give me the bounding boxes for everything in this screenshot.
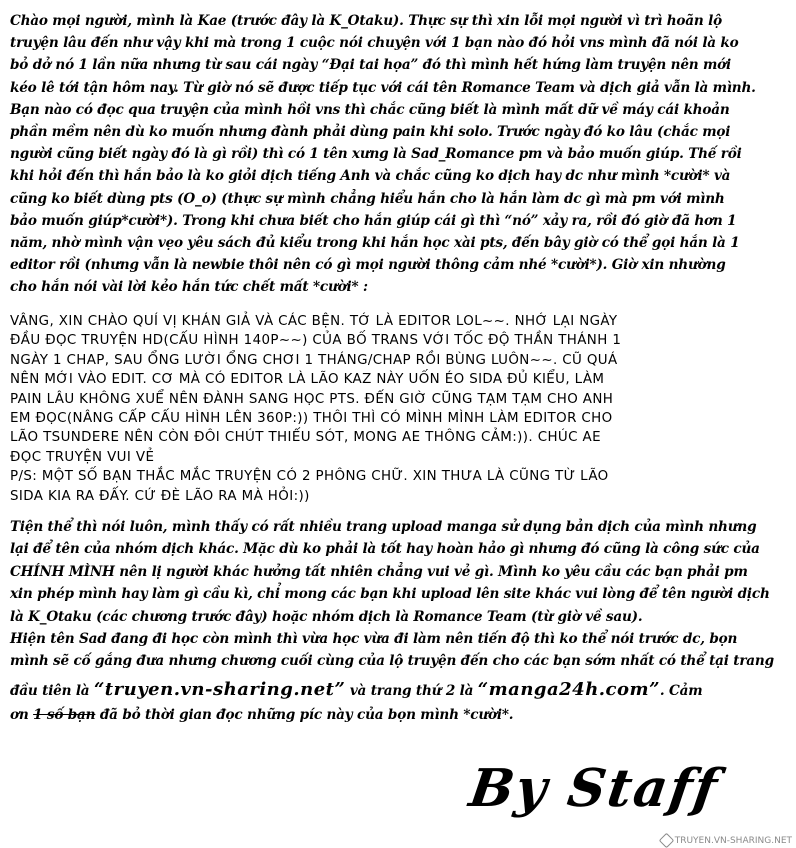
thanks-line — [10, 704, 786, 726]
text-line: CHÍNH MÌNH nên lị người khác hưởng tất nhiên chẳng vui vẻ gì. Mình ko yêu cầu các bạn phải pm — [10, 563, 748, 580]
struck-text: 1 số bạn — [33, 707, 96, 724]
site-line-middle: và trang thứ 2 là — [345, 682, 478, 699]
text-line: bảo muốn giúp*cười*). Trong khi chưa biết cho hắn giúp cái gì thì “nó” xảy ra, rồi đó giờ đã hơn 1 — [10, 212, 737, 229]
site-link-manga24h: “manga24h.com” — [477, 678, 660, 700]
text-line: editor rồi (nhưng vẫn là newbie thôi nên có gì mọi người thông cảm nhé *cười*). Giờ xin nhường — [10, 257, 726, 274]
site-line-before: đầu tiên là — [10, 682, 94, 699]
text-line: kéo lê tới tận hôm nay. Từ giờ nó sẽ được tiếp tục với cái tên Romance Team và dịch giả vẫn là mình. — [10, 79, 756, 96]
signature: By Staff — [465, 758, 723, 819]
text-line: ĐẦU ĐỌC TRUYỆN HD(CẤU HÌNH 140P~~) CỦA BỐ TRANS VỚI TỐC ĐỘ THẦN THÁNH 1 — [10, 333, 622, 349]
closing-paragraph — [10, 516, 786, 727]
watermark — [661, 835, 792, 846]
text-line: VÂNG, XIN CHÀO QUÍ VỊ KHÁN GIẢ VÀ CÁC BỆN. TỚ LÀ EDITOR LOL~~. NHỚ LẠI NGÀY — [10, 314, 618, 329]
text-line: cũng ko biết dùng pts (O_o) (thực sự mình chẳng hiểu hắn cho là hắn làm dc gì mà pm với mình — [10, 190, 725, 207]
text-line: truyện lâu đến như vậy khi mà trong 1 cuộc nói chuyện với 1 bạn nào đó hỏi vns mình đã nói là ko — [10, 35, 739, 52]
watermark-text: TRUYEN.VN-SHARING.NET — [674, 835, 792, 846]
site-link-truyen: “truyen.vn-sharing.net” — [93, 678, 346, 700]
text-line: Chào mọi người, mình là Kae (trước đây là K_Otaku). Thực sự thì xin lỗi mọi người vì trì hoãn lộ — [10, 13, 722, 29]
text-line: phần mềm nên dù ko muốn nhưng đành phải dùng pain khi solo. Trước ngày đó ko lâu (chắc mọi — [10, 124, 731, 141]
watermark-logo-icon — [658, 833, 674, 848]
site-line — [10, 679, 786, 702]
text-line: mình sẽ cố gắng đưa nhưng chương cuối cùng của lộ truyện đến cho các bạn sớm nhất có thể tại trang — [10, 653, 774, 670]
text-line: ĐỌC TRUYỆN VUI VẺ — [10, 449, 155, 465]
text-line: lại để tên của nhóm dịch khác. Mặc dù ko phải là tốt hay hoàn hảo gì nhưng đó cũng là công sức của — [10, 541, 760, 558]
text-line: LÃO TSUNDERE NÊN CÒN ĐÔI CHÚT THIẾU SÓT, MONG AE THÔNG CẢM:)). CHÚC AE — [10, 430, 601, 446]
text-line: PAIN LÂU KHÔNG XUỂ NÊN ĐÀNH SANG HỌC PTS. ĐẾN GIỜ CŨNG TẠM TẠM CHO ANH — [10, 391, 614, 407]
intro-paragraph — [10, 10, 786, 299]
text-line: cho hắn nói vài lời kẻo hắn tức chết mất *cười* : — [10, 279, 368, 296]
text-line: Hiện tên Sad đang đi học còn mình thì vừa học vừa đi làm nên tiến độ thì ko thể nói trước dc, bọn — [10, 631, 738, 648]
text-line: là K_Otaku (các chương trước đây) hoặc nhóm dịch là Romance Team (từ giờ về sau). — [10, 608, 643, 625]
thanks-before: ơn — [10, 707, 34, 724]
text-line: xin phép mình hay làm gì cầu kì, chỉ mong các bạn khi upload lên site khác vui lòng để tên người dịch — [10, 586, 770, 603]
site-line-after: . Cảm — [659, 682, 703, 699]
editor-message — [10, 312, 786, 506]
text-line: Bạn nào có đọc qua truyện của mình hồi vns thì chắc cũng biết là mình mất dữ về máy cái khoản — [10, 101, 730, 118]
text-line: SIDA KIA RA ĐẤY. CỨ ĐÈ LÃO RA MÀ HỎI:)) — [10, 488, 310, 504]
text-line: người cũng biết ngày đó là gì rồi) thì có 1 tên xưng là Sad_Romance pm và bảo muốn giúp. Thế rồi — [10, 146, 742, 163]
text-line: khi hỏi đến thì hắn bảo là ko giỏi dịch tiếng Anh và chắc cũng ko dịch hay dc như mình *cười* và — [10, 168, 731, 185]
text-line: Tiện thể thì nói luôn, mình thấy có rất nhiều trang upload manga sử dụng bản dịch của mình nhưng — [10, 519, 757, 535]
text-line: năm, nhờ mình vận vẹo yêu sách đủ kiểu trong khi hắn học xài pts, đến bây giờ có thể gọi hắn là 1 — [10, 235, 740, 252]
text-line: bỏ dở nó 1 lần nữa nhưng từ sau cái ngày “Đại tai họa” đó thì mình hết hứng làm truyện nên mới — [10, 57, 732, 74]
text-line: NÊN MỚI VÀO EDIT. CƠ MÀ CÓ EDITOR LÀ LÃO KAZ NÀY UỐN ÉO SIDA ĐỦ KIỂU, LÀM — [10, 372, 605, 388]
text-line: P/S: MỘT SỐ BẠN THẮC MẮC TRUYỆN CÓ 2 PHÔNG CHỮ. XIN THƯA LÀ CŨNG TỪ LÃO — [10, 469, 609, 485]
text-line: NGÀY 1 CHAP, SAU ỔNG LƯỜI ỔNG CHƠI 1 THÁNG/CHAP RỒI BÙNG LUÔN~~. CŨ QUÁ — [10, 352, 618, 368]
text-line: EM ĐỌC(NÂNG CẤP CẤU HÌNH LÊN 360P:)) THÔI THÌ CÓ MÌNH MÌNH LÀM EDITOR CHO — [10, 411, 613, 427]
thanks-after: đã bỏ thời gian đọc những píc này của bọn mình *cười*. — [95, 707, 514, 724]
